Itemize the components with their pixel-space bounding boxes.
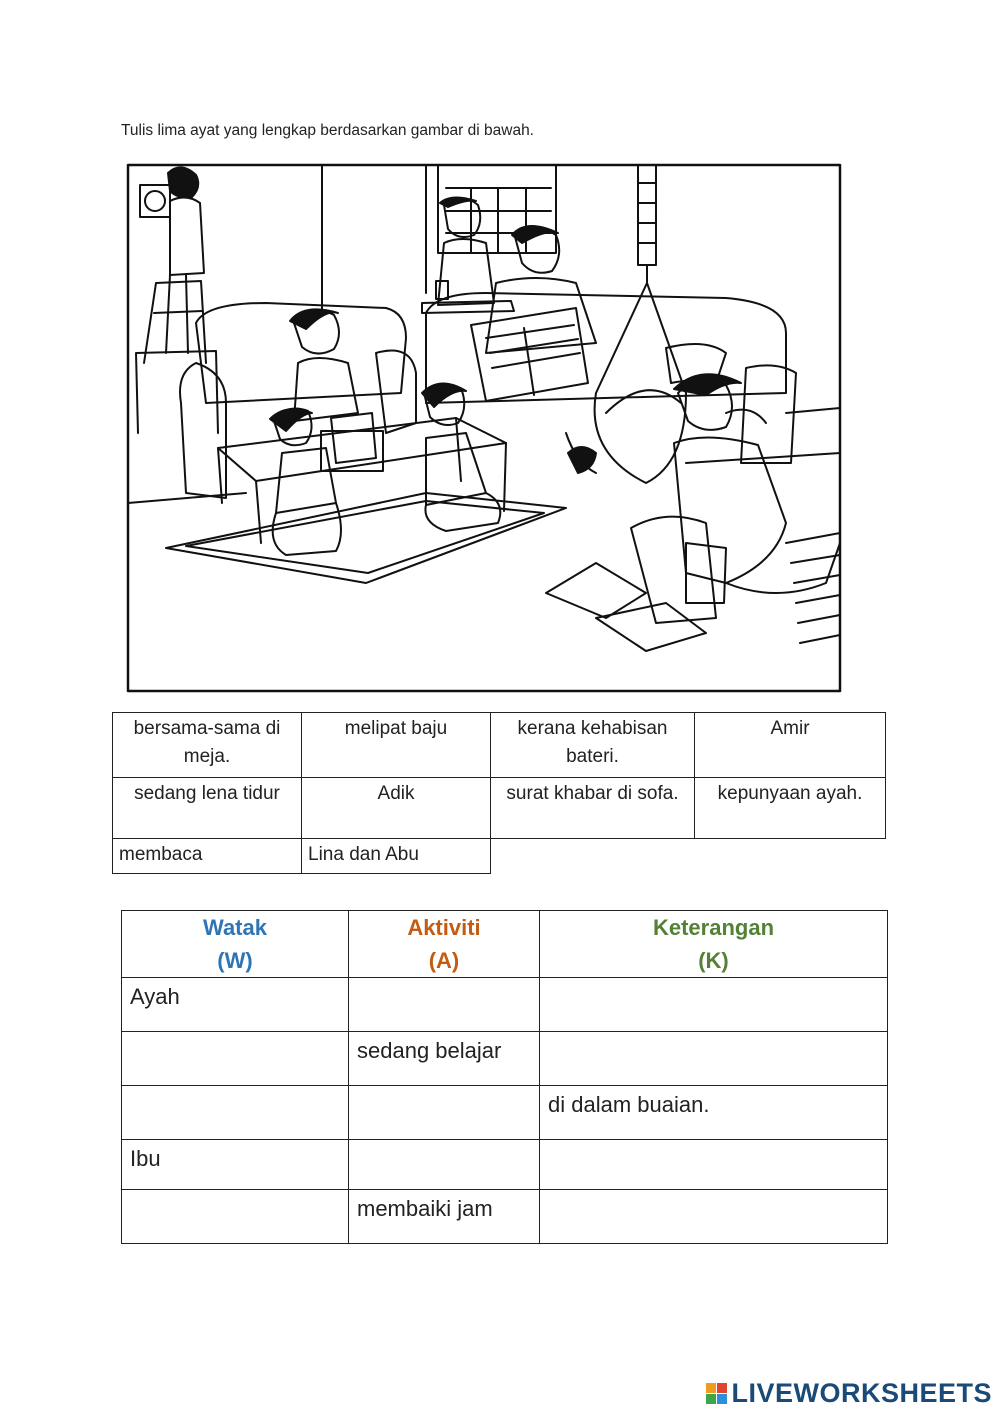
word-bank-cell: Lina dan Abu	[302, 839, 491, 874]
word-bank-cell: kerana kehabisan bateri.	[491, 713, 695, 778]
answer-cell[interactable]: Ayah	[122, 978, 349, 1032]
header-keterangan-code: (K)	[698, 948, 729, 973]
liveworksheets-logo	[706, 1378, 992, 1409]
answer-row	[122, 978, 888, 1032]
word-bank-cell: bersama-sama di meja.	[113, 713, 302, 778]
header-watak-name: Watak	[203, 915, 267, 940]
instruction-text: Tulis lima ayat yang lengkap berdasarkan gambar di bawah.	[121, 122, 534, 139]
word-bank-empty-cell	[491, 839, 695, 874]
answer-cell[interactable]	[540, 1140, 888, 1190]
answer-row	[122, 1032, 888, 1086]
answer-cell[interactable]: sedang belajar	[349, 1032, 540, 1086]
answer-row	[122, 1190, 888, 1244]
logo-block	[717, 1394, 727, 1404]
answer-cell[interactable]	[122, 1032, 349, 1086]
word-bank-row	[113, 778, 886, 839]
word-bank-row	[113, 839, 886, 874]
family-living-room-illustration	[126, 163, 843, 695]
answer-cell[interactable]: Ibu	[122, 1140, 349, 1190]
answer-row	[122, 1086, 888, 1140]
answer-cell[interactable]: membaiki jam	[349, 1190, 540, 1244]
header-keterangan	[540, 911, 888, 978]
answer-table	[121, 910, 888, 1244]
word-bank-cell: surat khabar di sofa.	[491, 778, 695, 839]
word-bank-empty-cell	[695, 839, 886, 874]
header-keterangan-name: Keterangan	[652, 915, 775, 940]
answer-row	[122, 1140, 888, 1190]
word-bank-cell: Adik	[302, 778, 491, 839]
logo-text: LIVEWORKSHEETS	[731, 1378, 992, 1408]
header-aktiviti	[349, 911, 540, 978]
answer-cell[interactable]	[122, 1190, 349, 1244]
answer-cell[interactable]	[540, 978, 888, 1032]
answer-cell[interactable]	[540, 1190, 888, 1244]
logo-block	[706, 1383, 716, 1393]
header-aktiviti-code: (A)	[428, 948, 460, 973]
answer-cell[interactable]	[349, 1086, 540, 1140]
word-bank-cell: membaca	[113, 839, 302, 874]
header-watak	[122, 911, 349, 978]
word-bank-table	[112, 712, 886, 874]
logo-block	[717, 1383, 727, 1393]
header-aktiviti-name: Aktiviti	[407, 915, 481, 940]
answer-cell[interactable]	[349, 978, 540, 1032]
answer-cell[interactable]	[540, 1032, 888, 1086]
answer-cell[interactable]	[349, 1140, 540, 1190]
word-bank-cell: Amir	[695, 713, 886, 778]
answer-header-row	[122, 911, 888, 978]
answer-cell[interactable]: di dalam buaian.	[540, 1086, 888, 1140]
word-bank-row	[113, 713, 886, 778]
answer-cell[interactable]	[122, 1086, 349, 1140]
word-bank-cell: sedang lena tidur	[113, 778, 302, 839]
word-bank-cell: kepunyaan ayah.	[695, 778, 886, 839]
header-watak-code: (W)	[217, 948, 253, 973]
logo-blocks-icon	[706, 1383, 727, 1404]
word-bank-cell: melipat baju	[302, 713, 491, 778]
logo-block	[706, 1394, 716, 1404]
